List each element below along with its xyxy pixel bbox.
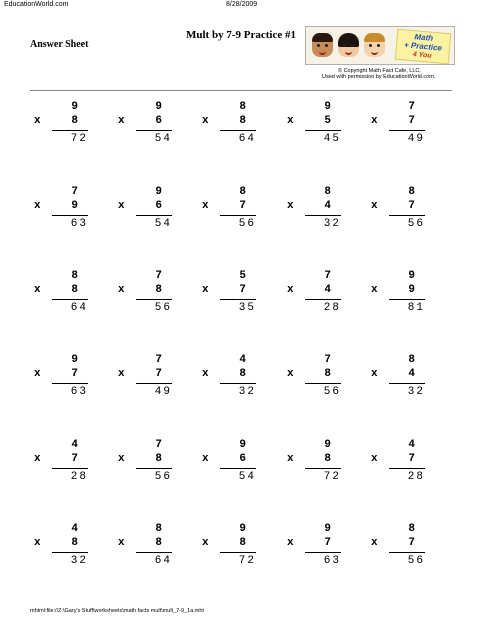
bottom-number: 7 [155,368,162,380]
problem-5-5 [371,439,425,487]
bottom-number: 7 [239,284,246,296]
answer-value: 32 [323,218,341,230]
answer-line [136,552,172,553]
answer-value: 81 [407,302,425,314]
bottom-number: 7 [324,537,331,549]
problem-2-3 [202,186,256,234]
multiply-sign: x [118,368,125,380]
bottom-number: 8 [239,115,246,127]
bottom-number: 8 [71,115,78,127]
answer-value: 64 [238,133,256,145]
bottom-number: 6 [155,200,162,212]
top-number: 8 [239,186,246,198]
bottom-number: 8 [155,453,162,465]
top-number: 7 [408,101,415,113]
multiply-sign: x [202,200,209,212]
answer-sheet-label: Answer Sheet [30,39,89,50]
top-number: 9 [71,101,78,113]
answer-value: 56 [154,471,172,483]
bottom-number: 6 [239,453,246,465]
kid-illustration-1 [312,33,333,57]
answer-value: 28 [407,471,425,483]
answer-line [305,383,341,384]
top-number: 4 [239,354,246,366]
multiply-sign: x [202,284,209,296]
answer-value: 64 [70,302,88,314]
multiply-sign: x [118,537,125,549]
answer-value: 56 [323,386,341,398]
multiply-sign: x [287,284,294,296]
answer-line [136,130,172,131]
problem-6-1 [34,523,88,571]
answer-value: 63 [70,386,88,398]
top-number: 7 [324,354,331,366]
answer-line [52,299,88,300]
problem-1-3 [202,101,256,149]
multiply-sign: x [118,453,125,465]
top-number: 8 [408,186,415,198]
problem-1-5 [371,101,425,149]
page-title: Mult by 7-9 Practice #1 [186,29,296,41]
answer-line [305,130,341,131]
answer-line [220,383,256,384]
multiply-sign: x [287,115,294,127]
answer-value: 56 [154,302,172,314]
top-number: 7 [155,354,162,366]
answer-line [305,299,341,300]
answer-line [389,130,425,131]
bottom-number: 7 [408,537,415,549]
multiply-sign: x [287,537,294,549]
multiply-sign: x [371,453,378,465]
multiply-sign: x [202,115,209,127]
answer-value: 35 [238,302,256,314]
answer-value: 28 [70,471,88,483]
answer-line [389,299,425,300]
answer-line [220,299,256,300]
problem-1-2 [118,101,172,149]
multiply-sign: x [371,368,378,380]
answer-line [52,552,88,553]
problem-5-2 [118,439,172,487]
top-number: 7 [324,270,331,282]
site-name: EducationWorld.com [4,1,69,8]
problem-6-2 [118,523,172,571]
multiply-sign: x [371,200,378,212]
top-number: 9 [239,439,246,451]
print-date: 8/28/2009 [226,1,258,8]
top-number: 9 [155,186,162,198]
answer-line [52,130,88,131]
answer-line [52,383,88,384]
file-path-footer: mhtml:file://Z:\Gary's Stuff\worksheets\math facts mult\mult_7-9_1a.mht [30,608,204,614]
problem-3-3 [202,270,256,318]
logo-line-2: + Practice [403,40,443,53]
answer-line [220,130,256,131]
problem-3-5 [371,270,425,318]
problem-3-4 [287,270,341,318]
bottom-number: 7 [408,115,415,127]
bottom-number: 8 [324,368,331,380]
bottom-number: 8 [71,537,78,549]
problem-4-5 [371,354,425,402]
top-number: 9 [324,439,331,451]
problem-2-5 [371,186,425,234]
answer-line [389,215,425,216]
multiply-sign: x [118,115,125,127]
bottom-number: 9 [408,284,415,296]
bottom-number: 5 [324,115,331,127]
problem-6-5 [371,523,425,571]
top-number: 9 [239,523,246,535]
top-number: 7 [71,186,78,198]
answer-value: 72 [323,471,341,483]
bottom-number: 8 [71,284,78,296]
top-number: 9 [324,101,331,113]
top-number: 4 [71,523,78,535]
answer-value: 49 [407,133,425,145]
problem-2-4 [287,186,341,234]
answer-value: 64 [154,555,172,567]
bottom-number: 8 [239,368,246,380]
top-number: 8 [324,186,331,198]
math-practice-logo [305,26,455,65]
problem-5-4 [287,439,341,487]
multiply-sign: x [371,284,378,296]
problem-6-3 [202,523,256,571]
answer-line [305,468,341,469]
answer-value: 72 [238,555,256,567]
top-number: 9 [324,523,331,535]
answer-value: 54 [154,218,172,230]
problem-3-1 [34,270,88,318]
bottom-number: 8 [155,284,162,296]
multiply-sign: x [287,368,294,380]
multiply-sign: x [118,284,125,296]
multiply-sign: x [202,537,209,549]
bottom-number: 7 [408,453,415,465]
bottom-number: 7 [71,453,78,465]
top-number: 8 [408,523,415,535]
header-divider [30,90,452,91]
logo-line-1: Math [414,32,434,43]
answer-line [389,552,425,553]
bottom-number: 7 [71,368,78,380]
multiply-sign: x [34,368,41,380]
answer-value: 56 [238,218,256,230]
top-number: 7 [155,270,162,282]
answer-value: 72 [70,133,88,145]
answer-line [136,215,172,216]
top-number: 9 [155,101,162,113]
answer-value: 32 [407,386,425,398]
top-number: 7 [155,439,162,451]
bottom-number: 9 [71,200,78,212]
answer-line [389,468,425,469]
answer-value: 63 [323,555,341,567]
bottom-number: 6 [155,115,162,127]
multiply-sign: x [202,368,209,380]
problem-1-4 [287,101,341,149]
problem-3-2 [118,270,172,318]
problem-4-2 [118,354,172,402]
multiply-sign: x [287,453,294,465]
answer-line [305,215,341,216]
multiply-sign: x [202,453,209,465]
top-number: 4 [71,439,78,451]
multiply-sign: x [371,115,378,127]
problem-2-1 [34,186,88,234]
bottom-number: 7 [408,200,415,212]
top-number: 9 [71,354,78,366]
answer-line [305,552,341,553]
answer-value: 54 [154,133,172,145]
permission-text: Used with permission by EducationWorld.com. [322,74,436,80]
answer-line [52,468,88,469]
problem-5-1 [34,439,88,487]
problem-4-4 [287,354,341,402]
answer-value: 63 [70,218,88,230]
problem-2-2 [118,186,172,234]
bottom-number: 8 [324,453,331,465]
top-number: 8 [155,523,162,535]
top-number: 4 [408,439,415,451]
problem-4-1 [34,354,88,402]
multiply-sign: x [34,284,41,296]
problem-1-1 [34,101,88,149]
answer-value: 56 [407,218,425,230]
answer-value: 49 [154,386,172,398]
top-number: 8 [71,270,78,282]
answer-value: 28 [323,302,341,314]
answer-value: 54 [238,471,256,483]
problem-4-3 [202,354,256,402]
answer-line [52,215,88,216]
top-number: 5 [239,270,246,282]
answer-value: 32 [70,555,88,567]
answer-value: 45 [323,133,341,145]
answer-line [136,299,172,300]
sticky-note [395,29,451,65]
copyright-text: © Copyright Math Fact Cafe, LLC. [338,68,421,74]
problem-6-4 [287,523,341,571]
multiply-sign: x [34,537,41,549]
answer-line [136,383,172,384]
bottom-number: 8 [239,537,246,549]
kid-illustration-2 [338,33,359,57]
answer-line [136,468,172,469]
multiply-sign: x [118,200,125,212]
answer-line [220,552,256,553]
answer-line [220,215,256,216]
multiply-sign: x [34,453,41,465]
top-number: 9 [408,270,415,282]
logo-line-3: 4 You [412,51,432,60]
multiply-sign: x [287,200,294,212]
bottom-number: 7 [239,200,246,212]
answer-value: 32 [238,386,256,398]
multiply-sign: x [371,537,378,549]
answer-value: 56 [407,555,425,567]
top-number: 8 [239,101,246,113]
answer-line [220,468,256,469]
kid-illustration-3 [364,33,385,57]
problem-5-3 [202,439,256,487]
bottom-number: 4 [408,368,415,380]
answer-line [389,383,425,384]
bottom-number: 4 [324,284,331,296]
bottom-number: 8 [155,537,162,549]
top-number: 8 [408,354,415,366]
multiply-sign: x [34,200,41,212]
bottom-number: 4 [324,200,331,212]
multiply-sign: x [34,115,41,127]
